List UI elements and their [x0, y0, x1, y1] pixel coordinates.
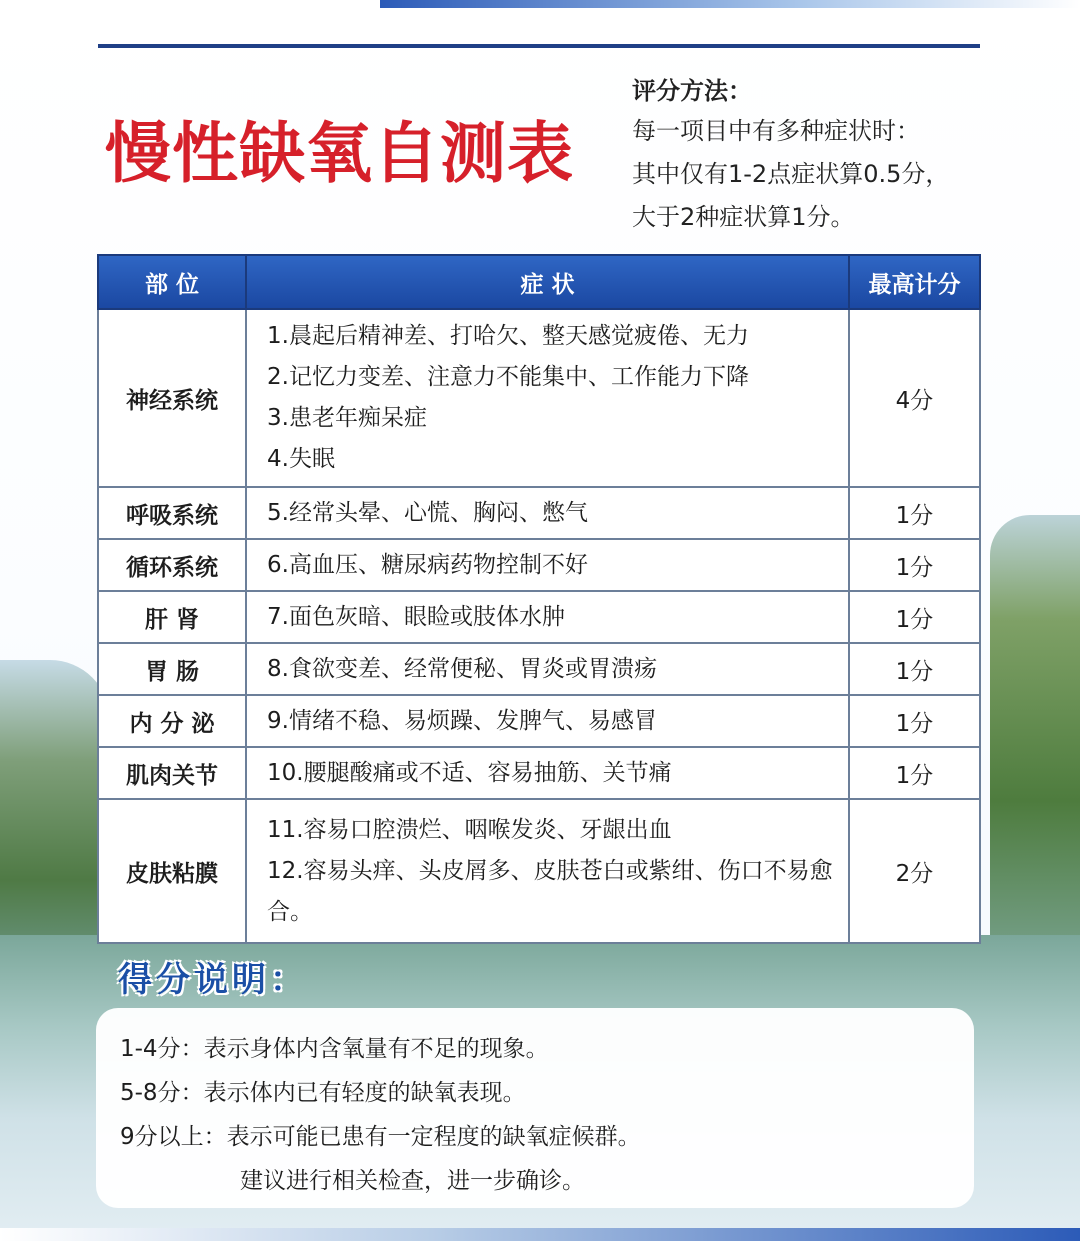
- table-header-row: [98, 255, 980, 309]
- explanation-line: 建议进行相关检查，进一步确诊。: [240, 1168, 585, 1194]
- scoring-method: [632, 72, 992, 239]
- row-symptoms: [246, 799, 849, 943]
- row-symptoms: [246, 487, 849, 539]
- row-max-score: 1分: [849, 643, 980, 695]
- symptom-table: [97, 254, 981, 944]
- row-max-score: 1分: [849, 747, 980, 799]
- explanation-line: 5-8分：表示体内已有轻度的缺氧表现。: [120, 1080, 526, 1106]
- table-row: [98, 487, 980, 539]
- scoring-line: 大于2种症状算1分。: [632, 203, 855, 231]
- top-decorative-band: [380, 0, 1080, 8]
- row-symptoms: [246, 539, 849, 591]
- scoring-heading: 评分方法：: [632, 77, 752, 105]
- explanation-line: 9分以上：表示可能已患有一定程度的缺氧症候群。: [120, 1124, 641, 1150]
- row-part: 呼吸系统: [98, 487, 246, 539]
- row-part: 神经系统: [98, 309, 246, 487]
- symptom-item: 6.高血压、糖尿病药物控制不好: [267, 551, 588, 578]
- bottom-decorative-band: [0, 1228, 1080, 1241]
- row-part: 肌肉关节: [98, 747, 246, 799]
- symptom-item: 11.容易口腔溃烂、咽喉发炎、牙龈出血: [267, 816, 672, 843]
- row-max-score: 1分: [849, 487, 980, 539]
- score-explanation-title: 得分说明：: [118, 960, 308, 1000]
- symptom-item: 5.经常头晕、心慌、胸闷、憋气: [267, 499, 588, 526]
- header-max-score: 最高计分: [849, 255, 980, 309]
- row-symptoms: [246, 643, 849, 695]
- header-part: 部 位: [98, 255, 246, 309]
- table-row: [98, 747, 980, 799]
- row-symptoms: [246, 695, 849, 747]
- table-row: [98, 799, 980, 943]
- symptom-item: 9.情绪不稳、易烦躁、发脾气、易感冒: [267, 707, 657, 734]
- symptom-item: 4.失眠: [267, 446, 335, 472]
- row-part: 内 分 泌: [98, 695, 246, 747]
- score-explanation-box: [96, 1008, 974, 1208]
- table-row: [98, 643, 980, 695]
- table-row: [98, 309, 980, 487]
- table-row: [98, 591, 980, 643]
- symptom-item: 3.患老年痴呆症: [267, 405, 427, 431]
- scoring-line: 其中仅有1-2点症状算0.5分，: [632, 160, 950, 188]
- scoring-line: 每一项目中有多种症状时：: [632, 117, 920, 145]
- row-part: 皮肤粘膜: [98, 799, 246, 943]
- header-symptoms: 症 状: [246, 255, 849, 309]
- symptom-item: 12.容易头痒、头皮屑多、皮肤苍白或紫绀、伤口不易愈合。: [267, 857, 833, 925]
- row-symptoms: [246, 591, 849, 643]
- symptom-item: 2.记忆力变差、注意力不能集中、工作能力下降: [267, 364, 749, 390]
- symptom-item: 8.食欲变差、经常便秘、胃炎或胃溃疡: [267, 655, 657, 682]
- row-max-score: 1分: [849, 591, 980, 643]
- row-max-score: 2分: [849, 799, 980, 943]
- row-symptoms: [246, 309, 849, 487]
- symptom-item: 10.腰腿酸痛或不适、容易抽筋、关节痛: [267, 759, 672, 786]
- page-title: 慢性缺氧自测表: [105, 115, 574, 192]
- row-max-score: 1分: [849, 695, 980, 747]
- row-part: 循环系统: [98, 539, 246, 591]
- symptom-item: 1.晨起后精神差、打哈欠、整天感觉疲倦、无力: [267, 323, 749, 349]
- row-symptoms: [246, 747, 849, 799]
- table-row: [98, 539, 980, 591]
- row-max-score: 1分: [849, 539, 980, 591]
- top-divider: [98, 44, 980, 48]
- row-part: 肝 肾: [98, 591, 246, 643]
- row-max-score: 4分: [849, 309, 980, 487]
- explanation-line: 1-4分：表示身体内含氧量有不足的现象。: [120, 1036, 549, 1062]
- symptom-item: 7.面色灰暗、眼睑或肢体水肿: [267, 603, 565, 630]
- row-part: 胃 肠: [98, 643, 246, 695]
- table-row: [98, 695, 980, 747]
